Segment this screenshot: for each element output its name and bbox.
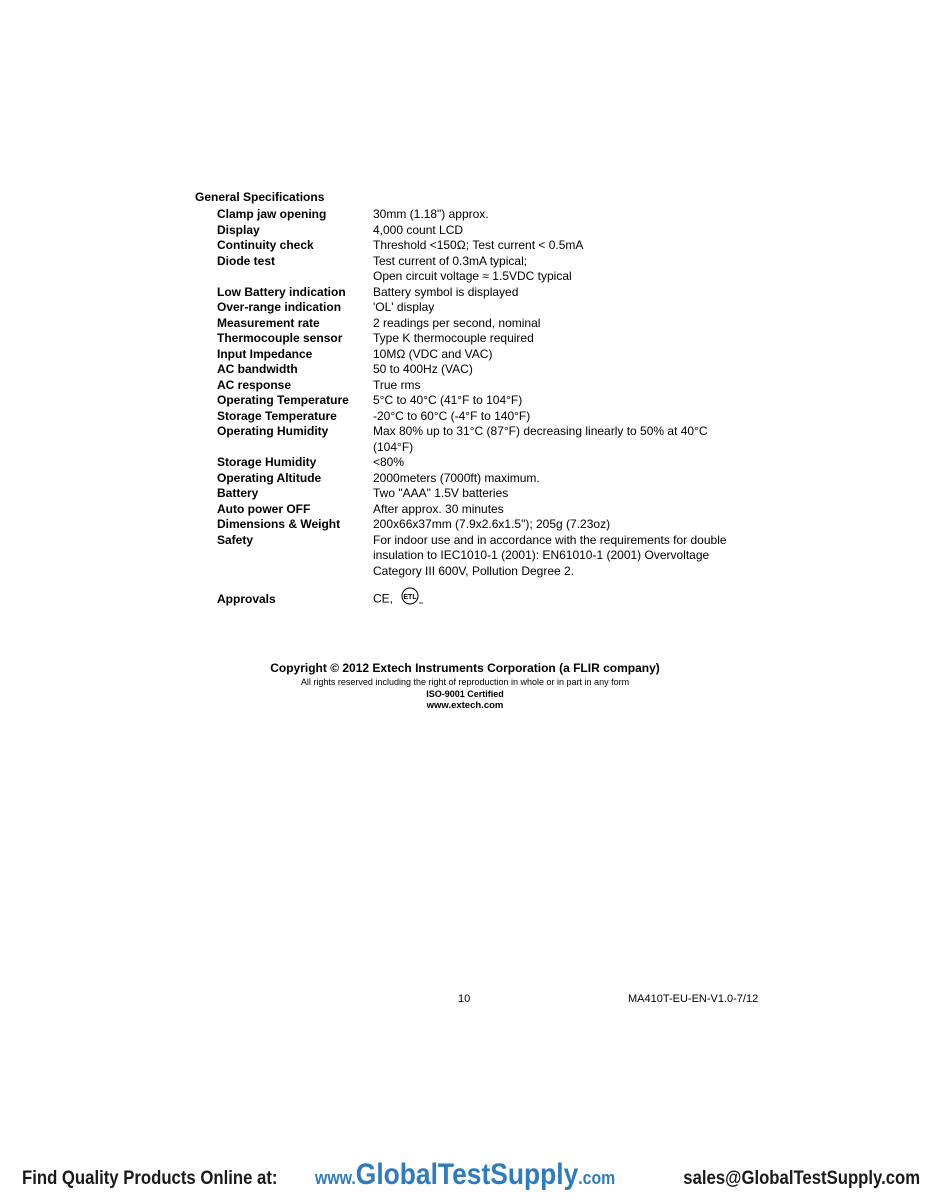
- footer-website-link[interactable]: [315, 1158, 615, 1192]
- spec-row: [217, 502, 737, 518]
- spec-value: Open circuit voltage ≈ 1.5VDC typical: [373, 269, 572, 283]
- approvals-label: Approvals: [217, 591, 276, 606]
- spec-value: -20°C to 60°C (-4°F to 140°F): [373, 408, 531, 423]
- spec-label: Measurement rate: [217, 315, 320, 330]
- spec-value: Two "AAA" 1.5V batteries: [373, 486, 509, 500]
- spec-row: [217, 362, 737, 378]
- spec-row: [217, 223, 737, 239]
- spec-value: After approx. 30 minutes: [373, 501, 504, 516]
- iso-certification: ISO-9001 Certified: [426, 689, 504, 699]
- spec-label: Thermocouple sensor: [217, 331, 343, 345]
- spec-row: [217, 378, 737, 394]
- spec-row: [217, 409, 737, 425]
- spec-row: [217, 207, 737, 223]
- spec-row-continuation: [217, 269, 737, 285]
- footer-banner: [0, 1158, 950, 1198]
- spec-label: Battery: [217, 486, 259, 500]
- copyright-rights: All rights reserved including the right of reproduction in whole or in part in any form: [300, 677, 630, 687]
- spec-row: [217, 393, 737, 409]
- spec-value: Threshold <150Ω; Test current < 0.5mA: [373, 238, 584, 252]
- spec-value: 4,000 count LCD: [373, 222, 464, 237]
- spec-value: Type K thermocouple required: [373, 331, 534, 345]
- spec-row: [217, 533, 737, 580]
- spec-table: [217, 207, 737, 612]
- spec-row: [217, 316, 737, 332]
- spec-value: Test current of 0.3mA typical;: [373, 253, 528, 268]
- approvals-text: CE,: [373, 591, 394, 606]
- spec-value: True rms: [373, 377, 421, 392]
- copyright-block: [195, 661, 735, 712]
- spec-label: Clamp jaw opening: [217, 207, 327, 221]
- approvals-row: [217, 587, 737, 612]
- spec-label: Auto power OFF: [217, 501, 311, 516]
- spec-value: 200x66x37mm (7.9x2.6x1.5"); 205g (7.23oz): [373, 517, 611, 531]
- spec-value: Max 80% up to 31°C (87°F) decreasing linearly to 50% at 40°C (104°F): [373, 424, 708, 454]
- spec-value: For indoor use and in accordance with the requirements for double insulation to IEC1010-1 (2001): EN61010-1 (2001) Overvoltage Category III 600V, Pollution Degree 2.: [373, 532, 727, 578]
- spec-label: Operating Humidity: [217, 424, 329, 438]
- spec-row: [217, 486, 737, 502]
- document-code: MA410T-EU-EN-V1.0-7/12: [628, 993, 759, 1005]
- spec-label: AC bandwidth: [217, 362, 298, 376]
- spec-value: 10MΩ (VDC and VAC): [373, 346, 493, 361]
- spec-value: 50 to 400Hz (VAC): [373, 362, 473, 376]
- spec-label: Over-range indication: [217, 300, 342, 314]
- spec-row: [217, 331, 737, 347]
- approvals-value: [373, 587, 737, 612]
- spec-row: [217, 238, 737, 254]
- footer-website-main: GlobalTestSupply: [355, 1158, 579, 1191]
- spec-label: Input Impedance: [217, 346, 313, 361]
- spec-label: Safety: [217, 532, 254, 547]
- spec-value: 5°C to 40°C (41°F to 104°F): [373, 393, 523, 407]
- page-number: 10: [458, 993, 471, 1005]
- svg-text:ETL: ETL: [403, 594, 417, 601]
- spec-row: [217, 254, 737, 270]
- footer-email-link[interactable]: sales@GlobalTestSupply.com: [683, 1168, 920, 1189]
- footer-website-suffix: .com: [578, 1168, 616, 1188]
- section-title: General Specifications: [195, 190, 325, 204]
- spec-label: Storage Humidity: [217, 455, 317, 469]
- spec-value: Battery symbol is displayed: [373, 284, 519, 299]
- spec-row: [217, 455, 737, 471]
- spec-label: AC response: [217, 377, 292, 392]
- spec-label: Operating Altitude: [217, 470, 322, 485]
- spec-label: Storage Temperature: [217, 408, 337, 423]
- spec-row: [217, 517, 737, 533]
- spec-label: Operating Temperature: [217, 393, 349, 407]
- spec-row: [217, 285, 737, 301]
- spec-row: [217, 347, 737, 363]
- spec-label: Continuity check: [217, 238, 314, 252]
- spec-value: 30mm (1.18") approx.: [373, 207, 489, 221]
- footer-tagline: Find Quality Products Online at:: [22, 1168, 278, 1189]
- spec-value: 2 readings per second, nominal: [373, 315, 541, 330]
- etl-listed-mark-icon: [400, 587, 426, 612]
- spec-label: Diode test: [217, 253, 276, 268]
- spec-value: 2000meters (7000ft) maximum.: [373, 470, 540, 485]
- footer-website-prefix: www.: [315, 1168, 356, 1188]
- website-link[interactable]: www.extech.com: [426, 700, 504, 711]
- spec-value: <80%: [373, 455, 405, 469]
- spec-label: Display: [217, 222, 260, 237]
- spec-label: Dimensions & Weight: [217, 517, 341, 531]
- spec-row: [217, 300, 737, 316]
- copyright-main: Copyright © 2012 Extech Instruments Corporation (a FLIR company): [270, 661, 660, 675]
- svg-text:us: us: [419, 600, 424, 605]
- spec-label: Low Battery indication: [217, 284, 346, 299]
- spec-row: [217, 424, 737, 455]
- spec-row: [217, 471, 737, 487]
- spec-value: 'OL' display: [373, 300, 435, 314]
